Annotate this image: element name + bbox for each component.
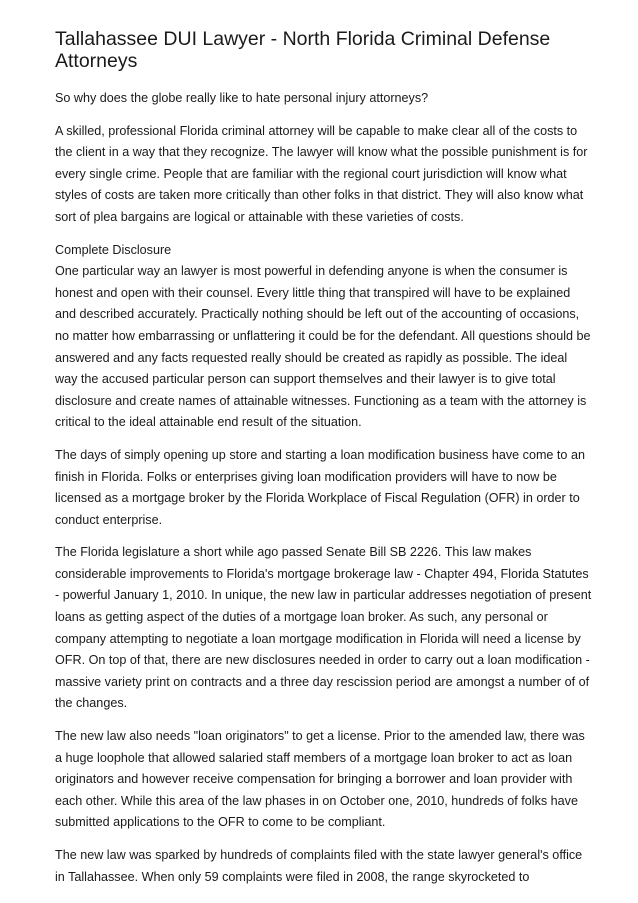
paragraph-disclosure: One particular way an lawyer is most powerful in defending anyone is when the consumer is honest and open with their counsel. Every little thing that transpired will have to be explained and described accurately. Practically nothing should be left out of the accounting of occasions, no matter how embarrassing or unflattering it could be for the defendant. All questions should be answered and any facts requested really should be created as rapidly as possible. The ideal way the accused particular person can support themselves and their lawyer is to give total disclosure and create names of attainable witnesses. Functioning as a team with the attorney is critical to the ideal attainable end result of the situation.	[55, 264, 591, 430]
paragraph-criminal-attorney: A skilled, professional Florida criminal attorney will be capable to make clear all of the costs to the client in a way that they recognize. The lawyer will know what the possible punishment is for every single crime. People that are familiar with the regional court jurisdiction will know what styles of costs are taken more critically than other folks in that district. They will also know what sort of plea bargains are logical or attainable with these varieties of costs.	[55, 123, 588, 224]
section-heading: Complete Disclosure	[55, 242, 172, 257]
paragraph-complaints: The new law was sparked by hundreds of complaints filed with the state lawyer general's office in Tallahassee. When only 59 complaints were filed in 2008, the range skyrocketed to	[55, 848, 583, 884]
paragraph-loan-modification: The days of simply opening up store and starting a loan modification business have come to an finish in Florida. Folks or enterprises giving loan modification providers will have to now be licensed as a mortgage broker by the Florida Workplace of Fiscal Regulation (OFR) in order to conduct enterprise.	[55, 447, 585, 527]
paragraph-loan-originators: The new law also needs "loan originators" to get a license. Prior to the amended law, there was a huge loophole that allowed salaried staff members of a mortgage loan broker to act as loan originators and however receive compensation for bringing a borrower and loan provider with each other. While this area of the law phases in on October one, 2010, hundreds of folks have submitted applications to the OFR to come to be compliant.	[55, 729, 585, 830]
intro-question: So why does the globe really like to hate personal injury attorneys?	[55, 91, 429, 105]
document-page	[55, 28, 593, 899]
paragraph-senate-bill: The Florida legislature a short while ago passed Senate Bill SB 2226. This law makes considerable improvements to Florida's mortgage brokerage law - Chapter 494, Florida Statutes - powerful January 1, 2010. In unique, the new law in particular addresses negotiation of present loans as getting aspect of the duties of a mortgage loan broker. As such, any personal or company attempting to negotiate a loan mortgage modification in Florida will need a license by OFR. On top of that, there are new disclosures needed in order to carry out a loan modification - massive variety print on contracts and a three day rescission period are amongst a number of of the changes.	[55, 545, 592, 711]
document-title: Tallahassee DUI Lawyer - North Florida Criminal Defense Attorneys	[55, 28, 551, 72]
